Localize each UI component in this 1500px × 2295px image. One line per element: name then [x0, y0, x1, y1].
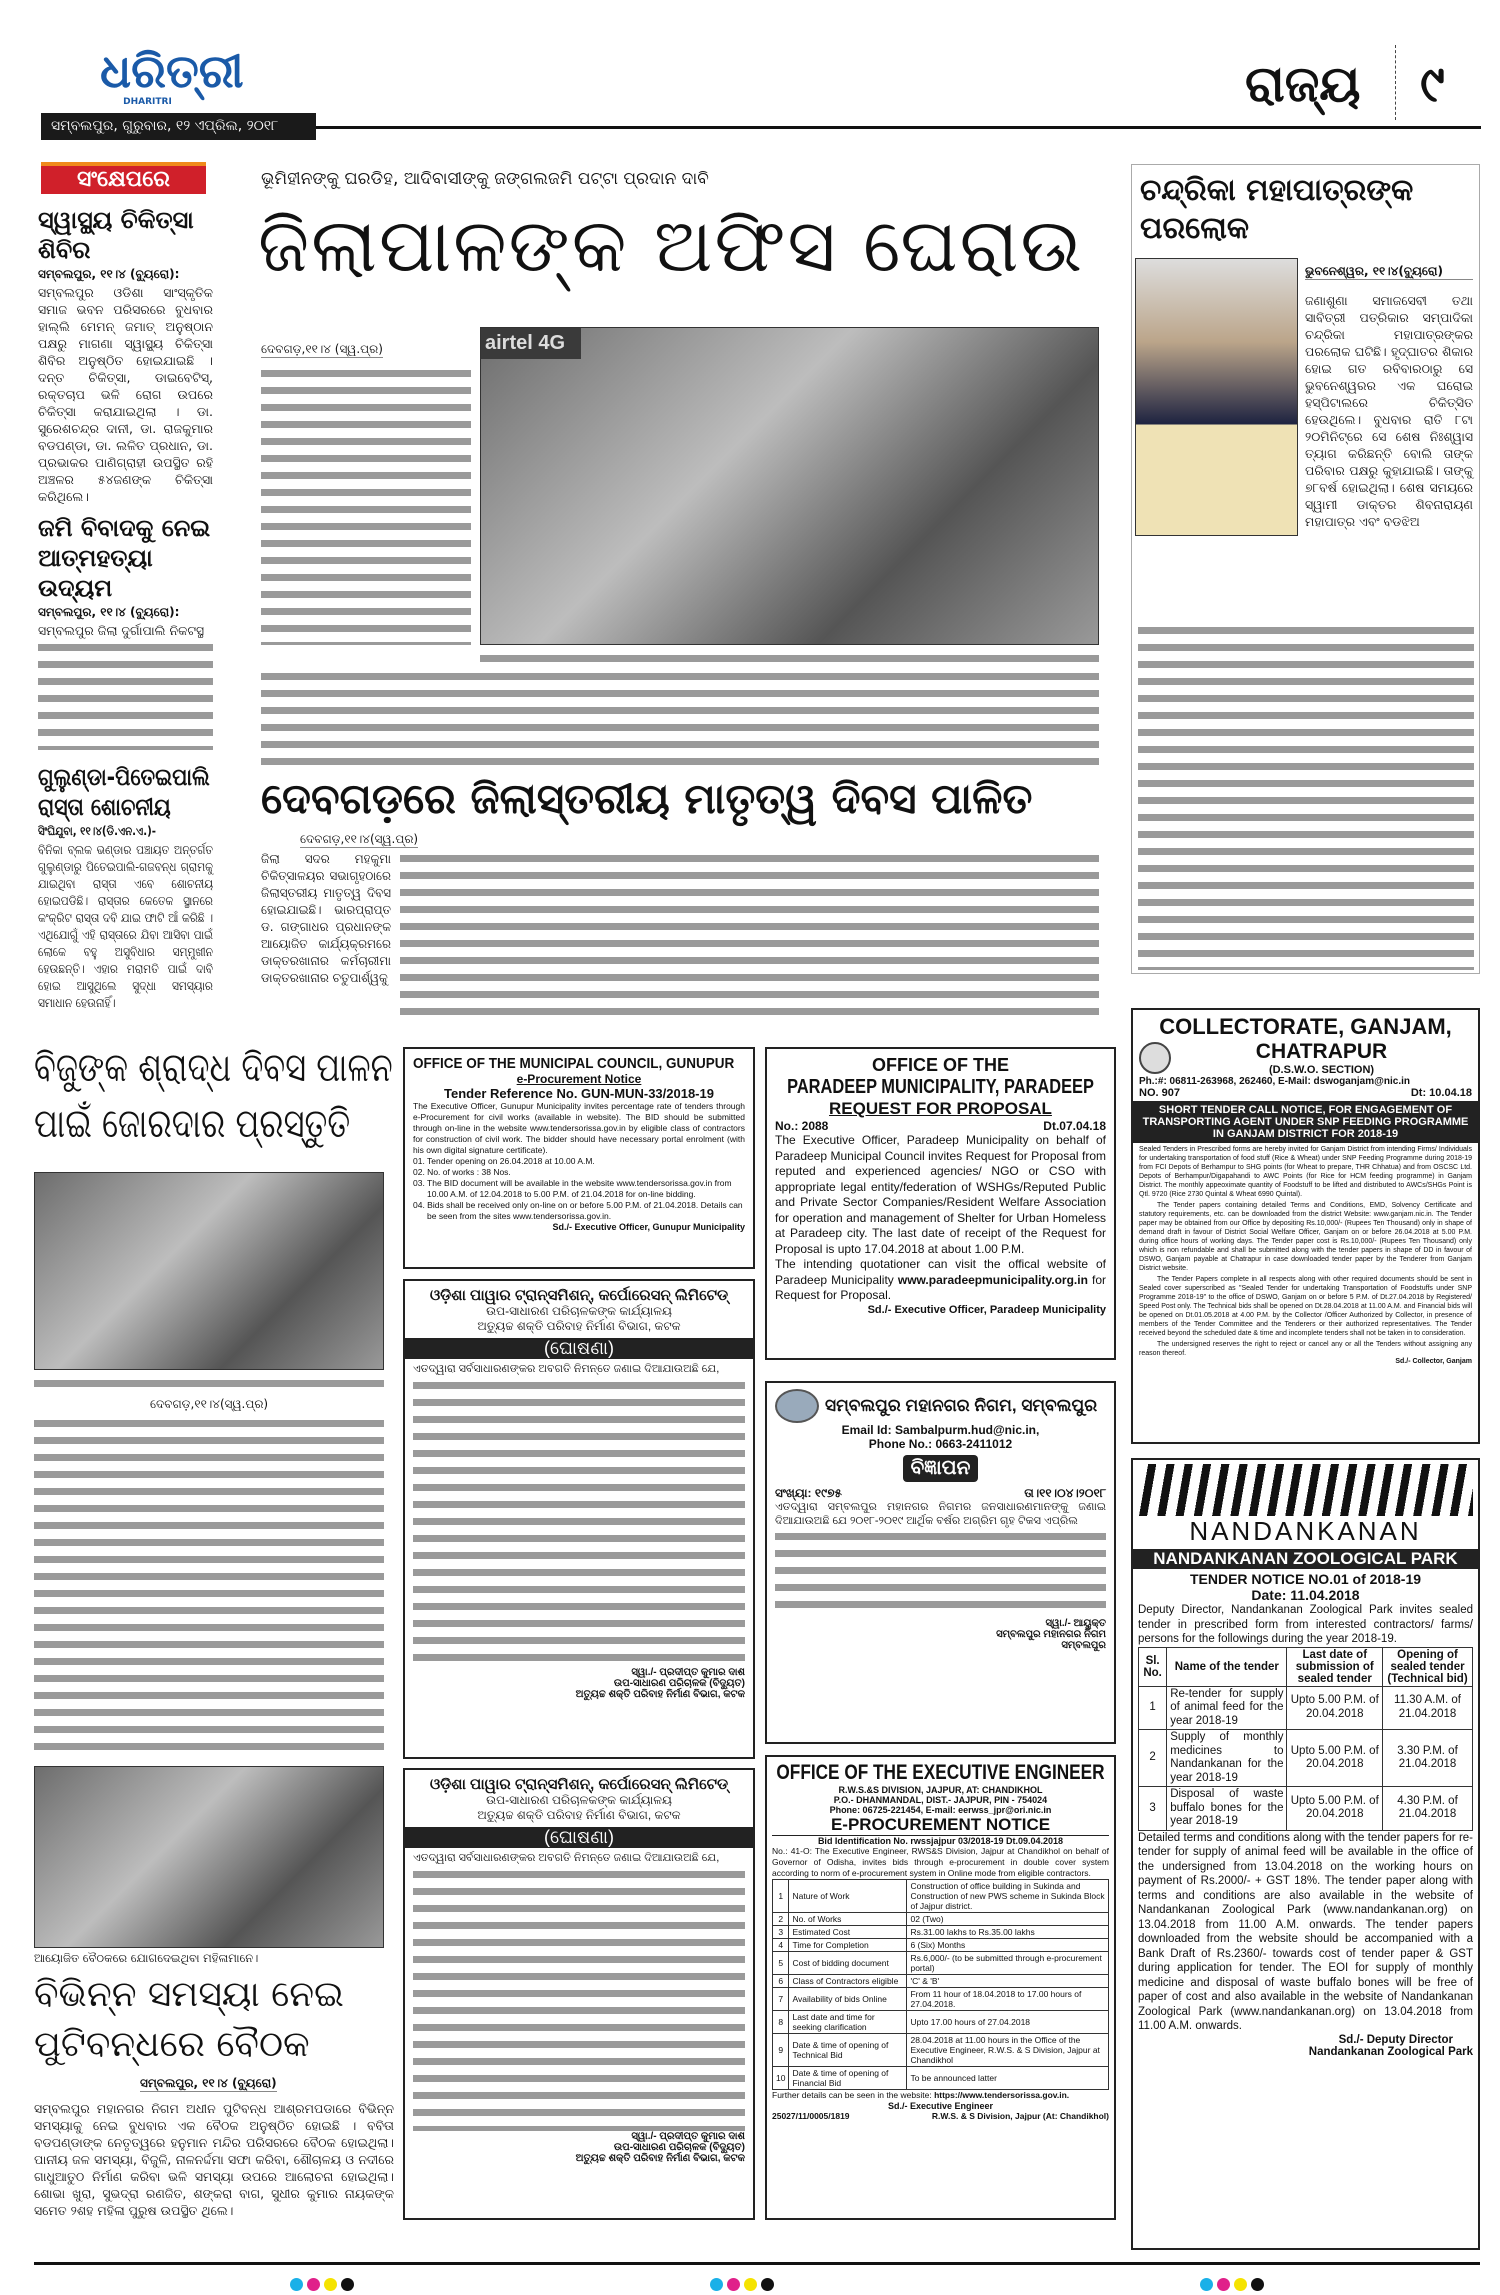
ad-number: NO. 907: [1139, 1087, 1180, 1099]
table-row: [773, 2011, 1109, 2034]
ad-signature: ଉପ-ସାଧାରଣ ପରିଚାଳକ (ବିଦ୍ୟୁତ): [613, 1677, 745, 1689]
ad-body: ଏତଦ୍ୱାରା ସମ୍ବଲପୁର ମହାନଗର ନିଗମର ଜନସାଧାରଣମାନଙ୍କୁ ଜଣାଇ ଦିଆଯାଉଅଛି ଯେ ୨୦୧୮-୨୦୧୯ ଆର୍ଥିକ ବର୍ଷର ଅଗ୍ରିମ ଗୃହ ଟିକସ ଏପ୍ରିଲ: [775, 1501, 1106, 1527]
ad-body: No.: 41-O: The Executive Engineer, RWS&S Division, Jajpur at Chandikhol on behalf of Governor of Odisha, invites bids through e-procurement in double cover system according to norm of e-procurement system in Online mode from eligible contractors.: [772, 1846, 1109, 1878]
registration-dot: [1234, 2278, 1247, 2291]
ad-subtitle: ଅତ୍ୟୁଚ୍ଚ ଶକ୍ତି ପରିବାହ ନିର୍ମାଣ ବିଭାଗ, କଟକ: [477, 1808, 681, 1822]
ad-signature: ସ୍ୱା./- ଆୟୁକ୍ତ: [1045, 1618, 1106, 1629]
ad-subtitle: e-Procurement Notice: [516, 1072, 642, 1086]
ad-signature: ସମ୍ବଲପୁର: [1061, 1640, 1106, 1651]
ad-signature: ସମ୍ବଲପୁର ମହାନଗର ନିଗମ: [996, 1629, 1106, 1640]
ad-code: 25027/11/0005/1819: [772, 2111, 850, 2121]
brief-body: ସମ୍ବଲପୁର ଜିଲା ଦୁର୍ଗାପାଲି ନିକଟସ୍ଥ: [38, 623, 204, 638]
brief-headline: ଗୁଲୁଣ୍ଡା-ପିତେଇପାଲି ରାସ୍ତା ଶୋଚନୀୟ: [38, 763, 210, 821]
registration-dot: [324, 2278, 337, 2291]
ad-signature: R.W.S. & S Division, Jajpur (At: Chandikhol): [931, 2111, 1109, 2121]
footer-rule: [34, 2262, 1480, 2265]
table-row: [1139, 1686, 1473, 1730]
ad-number: ସଂଖ୍ୟା: ୧୯୭୫: [775, 1486, 842, 1500]
photo-banner-text: airtel 4G: [481, 328, 581, 359]
lead-kicker: ଭୂମିହୀନଙ୍କୁ ଘରଡିହ, ଆଦିବାସୀଙ୍କୁ ଜଙ୍ଗଲଜମି ପଟ୍ଟା ପ୍ରଦାନ ଦାବି: [261, 169, 709, 189]
brief-headline: ସ୍ୱାସ୍ଥ୍ୟ ଚିକିତ୍ସା ଶିବିର: [38, 206, 194, 264]
ad-body: The Executive Officer, Paradeep Municipality on behalf of Paradeep Municipal Council invites Request for Proposal from reputed and experienced agencies/ NGO or CSO with appropriate legal entity/federation of WSHGs/Reputed Public and Private Sector Companies/Resident Welfare Association for operation and management of Shelter for Urban Homeless at Paradeep city. The last date of receipt of the Request for Proposal is upto 17.04.2018 at about 1.00 P.M.: [775, 1133, 1106, 1256]
ad-contact: Phone: 06725-221454, E-mail: eerwss_jpr@ori.nic.in: [829, 1805, 1052, 1815]
table-row: [773, 1913, 1109, 1926]
table-cell: Rs.6,000/- (to be submitted through e-procurement portal): [907, 1952, 1109, 1975]
text-block: [775, 1528, 1106, 1618]
ad-body: Detailed terms and conditions along with the tender papers for re-tender for supply of animal feed will be available in the office of the undersigned from 13.04.2018 on the working hours on payment of Rs.2000/- + GST 18%. The tender paper along with terms and conditions are also available in the website of Nandankanan Zoological Park (www.nandankanan.org) on 13.04.2018 from 11.00 A.M. onwards. The tender papers downloaded from the website should be accompanied with a Bank Draft of Rs.2360/- towards cost of tender paper & GST during application for tender. The EOI for supply of monthly medicine and disposal of waste buffalo bones will be free of paper of cost and also available in the website of Nandankanan Zoological Park (www.nandankanan.org) on 13.04.2018 from 11.00 A.M. onwards.: [1138, 1831, 1473, 2032]
table-header: Name of the tender: [1167, 1647, 1287, 1686]
ad-banner: (ଘୋଷଣା): [405, 1827, 753, 1848]
table-cell: Nature of Work: [789, 1880, 907, 1913]
table-cell: 5: [773, 1952, 789, 1975]
ad-paragraph: The Tender Papers complete in all respects along with other required documents should be sent in Sealed cover superscribed as "Sealed Tender for undertaking Transportation of Foodstuffs under SNP Programme 2018-19" to the office of DSWO, Ganjam on or before 5 P.M. of Dt.27.04.2018 by Registered/ Speed Post only. The Technical bids shall be opened on Dt.28.04.2018 at 11.00 A.M. and Financial bids will be opened on Dt.01.05.2018 at 4.00 P.M. by the Collector /Officer Authorized by Collector, in presence of members of the Tender Committee and the Tenderers or their authorized representatives. The Tender received beyond the scheduled date & time and incomplete tenders shall not be taken in to consideration.: [1139, 1276, 1472, 1337]
ad-content: [775, 1389, 1106, 1651]
ad-body: for Request for Proposal.: [775, 1272, 1106, 1302]
ad-signature: ସ୍ୱା./- ପ୍ରଦୀପ୍ତ କୁମାର ଦାଶ: [631, 1666, 745, 1678]
ad-date: ତା।୧୧।୦୪।୨୦୧୮: [1024, 1486, 1106, 1500]
table-cell: Date & time of opening of Financial Bid: [789, 2067, 907, 2090]
ad-signature: ଅତ୍ୟୁଚ୍ଚ ଶକ୍ତି ପରିବାହ ନିର୍ମାଣ ବିଭାଗ, କଟକ: [575, 2152, 745, 2164]
table-cell: Supply of monthly medicines to Nandankanan for the year 2018-19: [1167, 1730, 1287, 1787]
ad-date: Dt: 10.04.18: [1410, 1087, 1472, 1099]
table-cell: 3: [1139, 1787, 1167, 1831]
ad-contact: Ph.:#: 06811-263968, 262460, E-Mail: dswoganjam@nic.in: [1139, 1076, 1410, 1087]
municipal-emblem-icon: [775, 1389, 819, 1423]
table-cell: 28.04.2018 at 11.00 hours in the Office of the Executive Engineer, R.W.S. & S Division, Jajpur at Chandikhol: [907, 2034, 1109, 2067]
registration-dot: [761, 2278, 774, 2291]
table-header: Last date of submission of sealed tender: [1287, 1647, 1383, 1686]
ad-title: OFFICE OF THE: [872, 1055, 1009, 1075]
ad-link[interactable]: https://www.tendersorissa.gov.in.: [934, 2090, 1070, 2100]
ad-signature: Sd./- Executive Officer, Gunupur Municipality: [552, 1222, 745, 1232]
table-cell: 2: [773, 1913, 789, 1926]
ad-banner: ବିଜ୍ଞାପନ: [903, 1455, 979, 1482]
obituary-body-continued: [1138, 622, 1474, 970]
devgarh-body: ଜିଲା ସଦର ମହକୁମା ଚିକିତ୍ସାଳୟର ସଭାଗୃହଠାରେ ଜିଲାସ୍ତରୀୟ ମାତୃତ୍ୱ ଦିବସ ହୋଇଯାଇଛି। ଭାରପ୍ରାପ୍ତ ଡ. ଗଙ୍ଗାଧର ପ୍ରଧାନଙ୍କ ଆୟୋଜିତ କାର୍ଯ୍ୟକ୍ରମରେ ଡାକ୍ତରଖାନାର କର୍ମଚାରୀମା ଡାକ୍ତରଖାନାର ଚତୁପାର୍ଶ୍ୱକୁ: [261, 851, 391, 985]
ad-body: [1139, 1145, 1472, 1358]
ad-bid-id: Bid Identification No. rwssjajpur 03/2018-19 Dt.09.04.2018: [817, 1836, 1064, 1846]
divider: [1395, 45, 1396, 120]
table-cell: Disposal of waste buffalo bones for the year 2018-19: [1167, 1787, 1287, 1831]
section-title: ରାଜ୍ୟ: [1245, 55, 1361, 113]
table-row: [1139, 1730, 1473, 1787]
ad-content: [772, 1761, 1109, 2121]
ad-subtitle: (D.S.W.O. SECTION): [1268, 1064, 1375, 1076]
ad-table: [772, 1879, 1109, 2090]
ad-title: OFFICE OF THE MUNICIPAL COUNCIL, GUNUPUR: [413, 1055, 735, 1072]
ad-paragraph: The undersigned reserves the right to reject or cancel any or all the Tenders without assigning any reason thereof.: [1139, 1341, 1472, 1357]
ad-signature: Sd./- Collector, Ganjam: [1395, 1358, 1472, 1365]
lead-body: [261, 365, 471, 645]
table-cell: Rs.31.00 lakhs to Rs.35.00 lakhs: [907, 1926, 1109, 1939]
ad-content: [1139, 1014, 1472, 1365]
table-cell: Upto 5.00 P.M. of 20.04.2018: [1287, 1787, 1383, 1831]
registration-dot: [1217, 2278, 1230, 2291]
ad-signature: Sd./- Executive Engineer: [887, 2101, 994, 2111]
ad-list-item: 02. No. of works : 38 Nos.: [413, 1167, 511, 1177]
state-emblem-icon: [1139, 1042, 1171, 1074]
ad-body: The Executive Officer, Gunupur Municipality invites percentage rate of tenders through e-Procurement for civil works (available in website). The BID should be submitted through on-line in the website www.tendersorissa.gov.in by eligible class of contractors for construction of civil work. The bidder should have necessary portal enrolment (with his own digital signature certificate).: [413, 1101, 745, 1155]
table-header: Sl. No.: [1139, 1647, 1167, 1686]
table-cell: From 11 hour of 18.04.2018 to 17.00 hours of 27.04.2018.: [907, 1988, 1109, 2011]
obituary-body: ଜଣାଶୁଣା ସମାଜସେବୀ ତଥା ସାବିତ୍ରୀ ପତ୍ରିକାର ସମ୍ପାଦିକା ଚନ୍ଦ୍ରିକା ମହାପାତ୍ରଙ୍କର ପରଲୋକ ଘଟିଛି। ହୃଦ୍‌ଘାତର ଶିକାର ହୋଇ ଗତ ରବିବାରଠାରୁ ସେ ଭୁବନେଶ୍ୱରର ଏକ ଘରୋଇ ହସ୍ପିଟାଲରେ ଚିକିତ୍ସିତ ହେଉଥିଲେ। ବୁଧବାର ରାତି ୮ଟା ୨୦ମିନିଟ୍‌ରେ ସେ ଶେଷ ନିଃଶ୍ୱାସ ତ୍ୟାଗ କରିଛନ୍ତି ବୋଲି ତାଙ୍କ ପରିବାର ପକ୍ଷରୁ କୁହାଯାଇଛି। ତାଙ୍କୁ ୭୮ବର୍ଷ ହୋଇଥିଲା। ଶେଷ ସମୟରେ ସ୍ୱାମୀ ଡାକ୍ତର ଶିବନାରାୟଣ ମହାପାତ୍ର ଏବଂ ବଡଝିଅ: [1305, 293, 1473, 529]
table-cell: 3.30 P.M. of 21.04.2018: [1383, 1730, 1473, 1787]
table-cell: 02 (Two): [907, 1913, 1109, 1926]
ad-title: ଓଡ଼ିଶା ପାୱାର ଟ୍ରାନ୍ସମିଶନ୍, କର୍ପୋରେସନ୍ ଲିମିଟେଡ୍: [429, 1287, 729, 1304]
brief-dateline: ସିଂଘିଯୁବା, ୧୧।୪(ଡି.ଏନ.ଏ.)-: [38, 824, 157, 838]
ad-optcl-1: [403, 1279, 755, 1759]
table-row: [773, 1939, 1109, 1952]
putibandha-photo-caption: ଆୟୋଜିତ ବୈଠକରେ ଯୋଗଦେଇଥିବା ମହିଳାମାନେ।: [34, 1951, 259, 1965]
biju-photo: [34, 1172, 384, 1370]
table-cell: Estimated Cost: [789, 1926, 907, 1939]
table-row: [1139, 1787, 1473, 1831]
tiger-stripes-logo: [1138, 1464, 1473, 1516]
table-row: [773, 1952, 1109, 1975]
ad-title: PARADEEP MUNICIPALITY, PARADEEP: [787, 1076, 1094, 1098]
devgarh-headline: ଦେବଗଡ଼ରେ ଜିଲାସ୍ତରୀୟ ମାତୃତ୍ୱ ଦିବସ ପାଳିତ: [261, 774, 1033, 823]
registration-marks: [1200, 2276, 1268, 2295]
ad-sambalpur: [765, 1381, 1116, 1744]
table-row: [773, 1880, 1109, 1913]
ad-executive-engineer: [765, 1755, 1116, 2220]
table-row: [773, 1988, 1109, 2011]
ad-signature: ଉପ-ସାଧାରଣ ପରିଚାଳକ (ବିଦ୍ୟୁତ): [613, 2141, 745, 2153]
table-row: [773, 1975, 1109, 1988]
registration-dot: [341, 2278, 354, 2291]
table-cell: 10: [773, 2067, 789, 2090]
table-cell: 6: [773, 1975, 789, 1988]
ad-body: The intending quotationer can visit the offical website of Paradeep Municipality: [775, 1257, 1106, 1287]
ad-signature: ସ୍ୱା./- ପ୍ରଦୀପ୍ତ କୁମାର ଦାଶ: [631, 2130, 745, 2142]
ad-banner: SHORT TENDER CALL NOTICE, FOR ENGAGEMENT OF TRANSPORTING AGENT UNDER SNP FEEDING PROGRAMME IN GANJAM DISTRICT FOR 2018-19: [1133, 1101, 1478, 1143]
lead-body-continued: [261, 668, 1099, 768]
table-row: [773, 1926, 1109, 1939]
ad-list-item: 01. Tender opening on 26.04.2018 at 10.00 A.M.: [413, 1156, 595, 1166]
ad-table: [1138, 1647, 1473, 1831]
registration-dot: [727, 2278, 740, 2291]
table-cell: To be announced latter: [907, 2067, 1109, 2090]
lead-photo: [480, 327, 1099, 645]
brief-body: ବିନିକା ବ୍ଲକ ଭଣ୍ଡାର ପଞ୍ଚାୟତ ଅନ୍ତର୍ଗତ ଗୁଲୁଣ୍ଡାରୁ ପିତେଇପାଲି-ଗଜବନ୍ଧ ଗ୍ରାମକୁ ଯାଇଥିବା ରାସ୍ତା ଏବେ ଶୋଚନୀୟ ହୋଇପଡିଛି। ରାସ୍ତାର କେତେକ ସ୍ଥାନରେ କଂକ୍ରିଟ ରାସ୍ତା ଦବି ଯାଇ ଫାଟି ଆଁ କରିଛି । ଏଥିଯୋଗୁଁ ଏହି ରାସ୍ତାରେ ଯିବା ଆସିବା ପାଇଁ ଲୋକେ ବହୁ ଅସୁବିଧାର ସମ୍ମୁଖୀନ ହେଉଛନ୍ତି। ଏହାର ମରାମତି ପାଇଁ ଦାବି ହୋଇ ଆସୁଥିଲେ ସୁଦ୍ଧା ସମସ୍ୟାର ସମାଧାନ ହେଉନାହିଁ।: [38, 842, 213, 1010]
table-cell: No. of Works: [789, 1913, 907, 1926]
ad-number: No.: 2088: [775, 1119, 829, 1133]
ad-title: ଓଡ଼ିଶା ପାୱାର ଟ୍ରାନ୍ସମିଶନ୍, କର୍ପୋରେସନ୍ ଲିମିଟେଡ୍: [429, 1776, 729, 1793]
table-cell: Class of Contractors eligible: [789, 1975, 907, 1988]
table-cell: Upto 17.00 hours of 27.04.2018: [907, 2011, 1109, 2034]
table-cell: Availability of bids Online: [789, 1988, 907, 2011]
table-cell: 1: [773, 1880, 789, 1913]
putibandha-body: ସମ୍ବଲପୁର ମହାନଗର ନିଗମ ଅଧୀନ ପୁଟିବନ୍ଧ ଆଶ୍ରମପଡାରେ ବିଭିନ୍ନ ସମସ୍ୟାକୁ ନେଇ ବୁଧବାର ଏକ ବୈଠକ ଅନୁଷ୍ଠିତ ହୋଇଛି । ବବିତା ବଡପଣ୍ଡାଙ୍କ ନେତୃତ୍ୱରେ ହନୁମାନ ମନ୍ଦିର ପରିସରରେ ବୈଠକ ହୋଇଥିଲା। ପାନୀୟ ଜଳ ସମସ୍ୟା, ବିଜୁଳି, ନାଳନର୍ଦ୍ଦମା ସଫା କରିବା, ଶୌଚାଳୟ ଓ ନଦୀରେ ଗାଧୁଆତୁଠ ନିର୍ମାଣ କରିବା ଭଳି ସମସ୍ୟା ଉପରେ ଆଲୋଚନା ହୋଇଥିଲା। ଶୋଭା ଖୁରା, ସୁଭଦ୍ରା ରଣଜିତ, ଶଙ୍କରା ବାଗ, ସୁଧୀର କୁମାର ନାୟକଙ୍କ ସମେତ ୨ଶହ ମହିଳା ପୁରୁଷ ଉପସ୍ଥିତ ଥିଲେ।: [34, 2101, 394, 2218]
brief-item: [38, 513, 213, 639]
obituary-headline: ଚନ୍ଦ୍ରିକା ମହାପାତ୍ରଙ୍କ ପରଲୋକ: [1140, 173, 1414, 246]
ad-body: ଏତଦ୍ୱାରା ସର୍ବସାଧାରଣଙ୍କର ଅବଗତି ନିମନ୍ତେ ଜଣାଇ ଦିଆଯାଉଅଛି ଯେ,: [413, 1363, 720, 1375]
ad-ganjam: [1131, 1008, 1480, 1444]
lead-headline: ଜିଲାପାଳଙ୍କ ଅଫିସ ଘେରାଉ: [258, 203, 1085, 289]
ad-subtitle: ଉପ-ସାଧାରଣ ପରିଚାଳକଙ୍କ କାର୍ଯ୍ୟାଳୟ: [486, 1304, 672, 1318]
biju-headline: ବିଜୁଙ୍କ ଶ୍ରାଦ୍ଧ ଦିବସ ପାଳନ ପାଇଁ ଜୋରଦାର ପ୍ରସ୍ତୁତି: [34, 1045, 393, 1147]
ad-date: Dt.07.04.18: [1043, 1119, 1106, 1133]
devgarh-dateline: ଦେବଗଡ଼,୧୧।୪(ସ୍ୱ.ପ୍ର): [300, 832, 419, 846]
ad-body: Deputy Director, Nandankanan Zoological Park invites sealed tender in prescribed form from interested contractors/ farms/ persons for the followings during the year 2018-19.: [1138, 1604, 1473, 1645]
table-row: [773, 2067, 1109, 2090]
ad-phone: Phone No.: 0663-2411012: [868, 1437, 1013, 1451]
brief-dateline: ସମ୍ବଲପୁର, ୧୧।୪ (ବ୍ୟୁରୋ):: [38, 267, 180, 281]
table-cell: 1: [1139, 1686, 1167, 1730]
ad-content: [413, 1055, 745, 1232]
registration-dot: [290, 2278, 303, 2291]
ad-content: [413, 1776, 745, 2164]
registration-dot: [710, 2278, 723, 2291]
ad-banner: (ଘୋଷଣା): [405, 1338, 753, 1359]
table-row: [773, 2034, 1109, 2067]
ad-title: COLLECTORATE, GANJAM,: [1159, 1014, 1452, 1039]
obituary-dateline: ଭୁବନେଶ୍ୱର, ୧୧।୪(ବ୍ୟୁରୋ): [1305, 264, 1473, 280]
ad-address: R.W.S.&S DIVISION, JAJPUR, AT: CHANDIKHOL: [838, 1785, 1043, 1795]
ad-paradeep: [765, 1047, 1116, 1360]
ad-subtitle: ଅତ୍ୟୁଚ୍ଚ ଶକ୍ତି ପରିବାହ ନିର୍ମାଣ ବିଭାଗ, କଟକ: [477, 1319, 681, 1333]
ad-optcl-2: [403, 1768, 755, 2220]
putibandha-dateline: ସମ୍ବଲପୁର, ୧୧।୪ (ବ୍ୟୁରୋ): [140, 2076, 277, 2090]
brief-headline: ଜମି ବିବାଦକୁ ନେଇ ଆତ୍ମହତ୍ୟା ଉଦ୍ୟମ: [38, 514, 211, 602]
ad-list-item: 03. The BID document will be available in the website www.tendersorissa.gov.in from 10.00 A.M. of 12.04.2018 to 5.00 P.M. of 21.04.2018 for on-line bidding.: [413, 1178, 732, 1199]
table-header-row: [1139, 1647, 1473, 1686]
ad-signature: Sd./- Deputy Director: [1338, 2033, 1453, 2046]
ad-title: NANDANKANAN ZOOLOGICAL PARK: [1133, 1549, 1478, 1569]
ad-content: [1138, 1464, 1473, 2058]
brief-item: [38, 205, 213, 505]
ad-notice-no: TENDER NOTICE NO.01 of 2018-19: [1189, 1571, 1422, 1587]
biju-photo-caption: [34, 1375, 384, 1390]
brief-item: [38, 762, 213, 1011]
brief-body: ସମ୍ବଲପୁର ଓଡିଶା ସାଂସ୍କୃତିକ ସମାଜ ଭବନ ପରିସରରେ ବୁଧବାର ହାଲ୍ଲି ମେମନ୍ ଜମାତ୍ ଅନୁଷ୍ଠାନ ପକ୍ଷରୁ ମାଗଣା ସ୍ୱାସ୍ଥ୍ୟ ଚିକିତ୍ସା ଶିବିର ଅନୁଷ୍ଠିତ ହୋଇଯାଇଛି । ଦନ୍ତ ଚିକିତ୍ସା, ଡାଇବେଟିସ୍, ରକ୍ତଚାପ ଭଳି ରୋଗ ଉପରେ ଚିକିତ୍ସା କରାଯାଇଥିଲା । ଡା. ସୁରେଶଚନ୍ଦ୍ର ଦାନୀ, ଡା. ରାଜକୁମାର ବଡପଣ୍ଡା, ଡା. ଲଳିତ ପ୍ରଧାନ, ଡା. ପ୍ରଭାକର ପାଣିଗ୍ରାହୀ ଉପସ୍ଥିତ ରହି ଅଞ୍ଚଳର ୫୪ଜଣଙ୍କ ଚିକିତ୍ସା କରିଥିଲେ।: [38, 285, 213, 504]
registration-marks: [290, 2276, 358, 2295]
registration-dot: [1200, 2278, 1213, 2291]
lead-photo-caption: [480, 650, 1099, 665]
ad-subtitle: REQUEST FOR PROPOSAL: [829, 1099, 1052, 1118]
briefs-column: [38, 205, 213, 750]
table-cell: 7: [773, 1988, 789, 2011]
ad-nandankanan: [1131, 1458, 1480, 2250]
ad-signature: Sd./- Executive Officer, Paradeep Municipality: [867, 1303, 1106, 1316]
registration-dot: [1251, 2278, 1264, 2291]
table-cell: Upto 5.00 P.M. of 20.04.2018: [1287, 1686, 1383, 1730]
dateline-bar: ସମ୍ବଲପୁର, ଗୁରୁବାର, ୧୨ ଏପ୍ରିଲ, ୨୦୧୮: [41, 113, 316, 140]
ad-address: P.O.- DHANMANDAL, DIST.- JAJPUR, PIN - 754024: [833, 1795, 1048, 1805]
briefs-label: ସଂକ୍ଷେପରେ: [41, 162, 206, 194]
ad-title: CHATRAPUR: [1255, 1040, 1388, 1063]
ad-list-item: 04. Bids shall be received only on-line on or before 5.00 P.M. of 21.04.2018. Details can be seen from the sites www.tendersorissa.gov.in.: [413, 1200, 743, 1221]
page-number: ୯: [1420, 55, 1445, 113]
table-cell: Cost of bidding document: [789, 1952, 907, 1975]
ad-signature: Nandankanan Zoological Park: [1308, 2045, 1473, 2058]
logo-text: ଧରିତ୍ରୀ: [100, 44, 244, 98]
registration-dot: [744, 2278, 757, 2291]
table-cell: 11.30 A.M. of 21.04.2018: [1383, 1686, 1473, 1730]
table-cell: 4.30 P.M. of 21.04.2018: [1383, 1787, 1473, 1831]
ad-subtitle: E-PROCUREMENT NOTICE: [772, 1815, 1109, 1836]
table-cell: Re-tender for supply of animal feed for the year 2018-19: [1167, 1686, 1287, 1730]
table-cell: 'C' & 'B': [907, 1975, 1109, 1988]
biju-body: [34, 1415, 384, 1760]
ad-link[interactable]: www.paradeepmunicipality.org.in: [897, 1272, 1088, 1287]
table-cell: 6 (Six) Months: [907, 1939, 1109, 1952]
ad-paragraph: Sealed Tenders in Prescribed forms are hereby invited for Ganjam District from intending Firms/ Individuals for undertaking transportation of food stuff (Rice & Wheat) under SNP Feeding Programme during 2018-19 from FCI Depots of Berhampur to SHG points (for Wheat to prepare, THR Chhatua) and from OSCSC Ltd. Depots of Berhampur/Digapahandi to AWC Points (for Rice for HCM feeding programme) in Ganjam District. The monthly appeoximate quantity of Foodstuff to be lifted and distributed to AWCs/SHGs Point is Qtl. 9720 (Rice 2730 Quintal & Wheat 6990 Quintal).: [1139, 1146, 1472, 1198]
ad-subtitle: ଉପ-ସାଧାରଣ ପରିଚାଳକଙ୍କ କାର୍ଯ୍ୟାଳୟ: [486, 1793, 672, 1807]
table-cell: Construction of office building in Sukinda and Construction of new PWS scheme in Sukinda Block of Jajpur district.: [907, 1880, 1109, 1913]
ad-list: [413, 1156, 745, 1222]
ad-title: OFFICE OF THE EXECUTIVE ENGINEER: [776, 1761, 1105, 1784]
table-cell: 3: [773, 1926, 789, 1939]
ad-body: Further details can be seen in the website:: [772, 2090, 932, 2100]
putibandha-headline: ବିଭିନ୍ନ ସମସ୍ୟା ନେଇ ପୁଟିବନ୍ଧରେ ବୈଠକ: [34, 1974, 344, 2065]
putibandha-photo: [34, 1766, 384, 1948]
text-block: [413, 1377, 745, 1667]
devgarh-body-continued: [400, 850, 1099, 1020]
table-cell: Date & time of opening of Technical Bid: [789, 2034, 907, 2067]
obituary-photo: [1135, 258, 1298, 536]
ad-content: [775, 1055, 1106, 1316]
ad-ref: Tender Reference No. GUN-MUN-33/2018-19: [444, 1086, 714, 1101]
table-cell: 4: [773, 1939, 789, 1952]
logo-text: NANDANKANAN: [1189, 1516, 1422, 1546]
registration-marks: [710, 2276, 778, 2295]
table-cell: 9: [773, 2034, 789, 2067]
ad-date: Date: 11.04.2018: [1251, 1587, 1360, 1603]
ad-signature: ଅତ୍ୟୁଚ୍ଚ ଶକ୍ତି ପରିବାହ ନିର୍ମାଣ ବିଭାଗ, କଟକ: [575, 1688, 745, 1700]
ad-body: ଏତଦ୍ୱାରା ସର୍ବସାଧାରଣଙ୍କର ଅବଗତି ନିମନ୍ତେ ଜଣାଇ ଦିଆଯାଉଅଛି ଯେ,: [413, 1852, 720, 1864]
masthead-logo: [100, 44, 244, 107]
ad-content: [413, 1287, 745, 1700]
logo-subtext: DHARITRI: [123, 97, 172, 107]
table-cell: 8: [773, 2011, 789, 2034]
table-cell: Time for Completion: [789, 1939, 907, 1952]
text-block: [38, 639, 213, 750]
brief-dateline: ସମ୍ବଲପୁର, ୧୧।୪ (ବ୍ୟୁରୋ):: [38, 605, 180, 619]
table-cell: 2: [1139, 1730, 1167, 1787]
table-cell: Last date and time for seeking clarification: [789, 2011, 907, 2034]
ad-gunupur: [403, 1047, 755, 1269]
biju-dateline: ଦେବଗଡ଼,୧୧।୪(ସ୍ୱ.ପ୍ର): [150, 1397, 269, 1411]
registration-dot: [307, 2278, 320, 2291]
ad-email: Email Id: Sambalpurm.hud@nic.in,: [841, 1423, 1040, 1437]
table-cell: Upto 5.00 P.M. of 20.04.2018: [1287, 1730, 1383, 1787]
text-block: [413, 1866, 745, 2131]
ad-paragraph: The Tender papers containing detailed Terms and Conditions, EMD, Solvency Certificate and statutory requirements, etc. can be downloaded from the district Website: www.ganjam.nic.in. The Tender paper may be obtained from our Office by depositing Rs.10,000/- (Rupees Ten Thousand) only in shape of demand draft in favour of District Social Welfare Officer, Ganjam on or before 26.04.2018 at 5.00 P.M. during office hours of working days. The Tender paper cost is Rs.10,000/- (Rupees Ten Thousand) only which is non refundable and shall be submitted along with the tender papers in shape of DD in favour of DSWO, Ganjam payable at Chatrapur in case downloaded tender paper by the Tenderer from Ganjam District website.: [1139, 1202, 1472, 1272]
table-header: Opening of sealed tender (Technical bid): [1383, 1647, 1473, 1686]
lead-dateline: ଦେବଗଡ଼,୧୧।୪ (ସ୍ୱ.ପ୍ର): [261, 342, 383, 356]
ad-title: ସମ୍ବଲପୁର ମହାନଗର ନିଗମ, ସମ୍ବଲପୁର: [825, 1396, 1098, 1415]
